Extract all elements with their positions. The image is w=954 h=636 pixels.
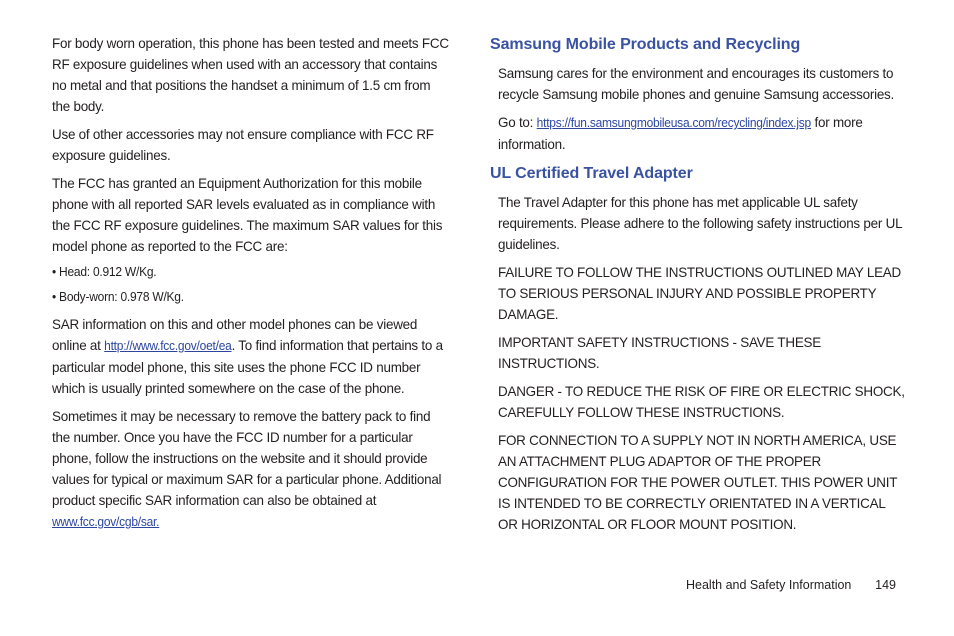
ul-paragraph: The Travel Adapter for this phone has met applicable UL safety requirements. Please adhere to the following safety instructions per UL guidelines. [498, 194, 902, 252]
sar-info-text-b: . To find information that pertains to a particular model phone, this site uses the phone FCC ID number which is usually printed somewhere on the case of the phone. [52, 337, 443, 396]
page-footer [686, 578, 896, 592]
sar-body-item: • Body-worn: 0.978 W/Kg. [52, 290, 184, 304]
page-number: 149 [875, 578, 896, 592]
right-column [490, 33, 905, 542]
recycling-paragraph: Samsung cares for the environment and encourages its customers to recycle Samsung mobile phones and genuine Samsung accessories. [498, 65, 895, 102]
body-worn-paragraph: For body worn operation, this phone has been tested and meets FCC RF exposure guidelines when used with an accessory that contains no metal and that positions the handset a minimum of 1.5 cm from the body. [52, 35, 449, 114]
failure-warning: FAILURE TO FOLLOW THE INSTRUCTIONS OUTLINED MAY LEAD TO SERIOUS PERSONAL INJURY AND POSSIBLE PROPERTY DAMAGE. [498, 264, 902, 322]
goto-text: Go to: [498, 114, 537, 130]
sar-head-item: • Head: 0.912 W/Kg. [52, 265, 157, 279]
sar-info-paragraph [52, 314, 449, 399]
ul-heading: UL Certified Travel Adapter [490, 165, 693, 182]
left-column [52, 33, 450, 540]
battery-text: Sometimes it may be necessary to remove the battery pack to find the number. Once you have the FCC ID number for a particular phone, follow the instructions on the website and it should provide values for typical or maximum SAR for a particular phone. Additional product specific SAR information can also be obtained at [52, 408, 442, 508]
accessories-paragraph: Use of other accessories may not ensure compliance with FCC RF exposure guidelines. [52, 126, 434, 163]
important-instructions: IMPORTANT SAFETY INSTRUCTIONS - SAVE THESE INSTRUCTIONS. [498, 334, 821, 371]
recycling-goto-paragraph [498, 112, 907, 155]
recycling-link[interactable]: https://fun.samsungmobileusa.com/recycling/index.jsp [536, 116, 812, 130]
fcc-authorization-paragraph: The FCC has granted an Equipment Authorization for this mobile phone with all reported SAR levels evaluated as in compliance with the FCC RF exposure guidelines. The maximum SAR values for this model phone as reported to the FCC are: [52, 175, 443, 254]
connection-instructions: FOR CONNECTION TO A SUPPLY NOT IN NORTH AMERICA, USE AN ATTACHMENT PLUG ADAPTOR OF THE PROPER CONFIGURATION FOR THE POWER OUTLET. THIS POWER UNIT IS INTENDED TO BE CORRECTLY ORIENTATED IN A VERTICAL OR HORIZONTAL OR FLOOR MOUNT POSITION. [498, 432, 897, 532]
fcc-cgb-link[interactable]: www.fcc.gov/cgb/sar. [52, 515, 160, 529]
battery-paragraph [52, 406, 449, 533]
recycling-heading: Samsung Mobile Products and Recycling [490, 36, 801, 53]
danger-warning: DANGER - TO REDUCE THE RISK OF FIRE OR ELECTRIC SHOCK, CAREFULLY FOLLOW THESE INSTRUCTIONS. [498, 383, 905, 420]
goto-text-b: for more information. [498, 114, 863, 152]
footer-section-title: Health and Safety Information [686, 578, 852, 592]
fcc-oet-link[interactable]: http://www.fcc.gov/oet/ea [104, 339, 232, 353]
sar-info-text-a: SAR information on this and other model phones can be viewed online at [52, 316, 418, 353]
